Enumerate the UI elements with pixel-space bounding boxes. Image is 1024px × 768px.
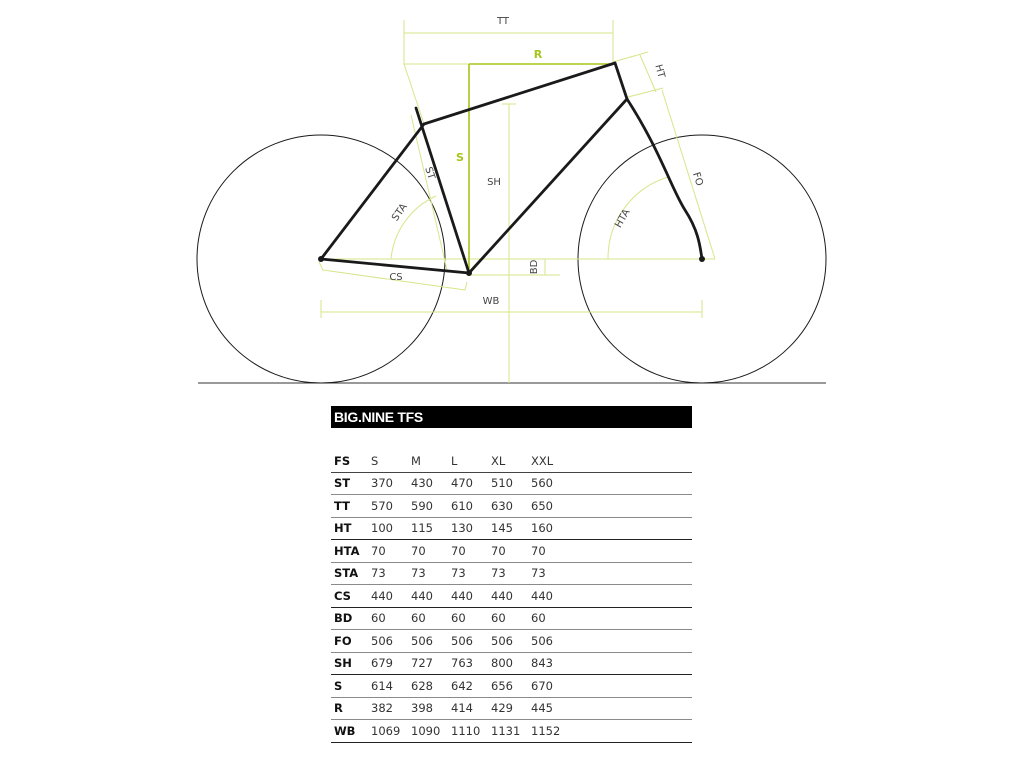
- value-cell: XXL: [531, 450, 571, 472]
- value-cell: 506: [451, 630, 491, 653]
- row-header-cell: TT: [331, 495, 371, 518]
- row-header-cell: BD: [331, 607, 371, 630]
- value-cell: 610: [451, 495, 491, 518]
- row-filler: [571, 697, 692, 720]
- value-cell: 414: [451, 697, 491, 720]
- label-tt: TT: [496, 16, 510, 27]
- value-cell: 727: [411, 652, 451, 675]
- value-cell: M: [411, 450, 451, 472]
- label-r: R: [533, 48, 543, 61]
- reach-stack-lines: [469, 64, 613, 273]
- value-cell: 506: [491, 630, 531, 653]
- bike-frame: [321, 63, 702, 273]
- top-tube: [424, 63, 615, 124]
- value-cell: 60: [531, 607, 571, 630]
- front-axle: [699, 256, 705, 262]
- table-row: [331, 562, 692, 585]
- value-cell: 370: [371, 472, 411, 495]
- label-wb: WB: [482, 296, 500, 307]
- bottom-bracket: [466, 270, 472, 276]
- table-body: [331, 450, 692, 742]
- value-cell: 440: [371, 585, 411, 608]
- value-cell: 130: [451, 517, 491, 540]
- value-cell: 60: [411, 607, 451, 630]
- value-cell: 445: [531, 697, 571, 720]
- label-ht: HT: [652, 63, 667, 80]
- value-cell: 73: [411, 562, 451, 585]
- label-s: S: [456, 151, 464, 164]
- value-cell: 800: [491, 652, 531, 675]
- row-filler: [571, 450, 692, 472]
- row-header-cell: STA: [331, 562, 371, 585]
- label-bd: BD: [529, 259, 540, 275]
- row-filler: [571, 472, 692, 495]
- value-cell: 630: [491, 495, 531, 518]
- value-cell: 506: [411, 630, 451, 653]
- value-cell: 70: [531, 540, 571, 563]
- chain-stay: [321, 259, 469, 273]
- row-header-cell: WB: [331, 720, 371, 743]
- value-cell: 440: [531, 585, 571, 608]
- row-filler: [571, 607, 692, 630]
- value-cell: 100: [371, 517, 411, 540]
- value-cell: 440: [411, 585, 451, 608]
- value-cell: 73: [531, 562, 571, 585]
- value-cell: 73: [451, 562, 491, 585]
- row-filler: [571, 495, 692, 518]
- value-cell: 1069: [371, 720, 411, 743]
- table-row: [331, 585, 692, 608]
- value-cell: 1110: [451, 720, 491, 743]
- value-cell: S: [371, 450, 411, 472]
- value-cell: 430: [411, 472, 451, 495]
- value-cell: 115: [411, 517, 451, 540]
- table-row: [331, 630, 692, 653]
- value-cell: 429: [491, 697, 531, 720]
- value-cell: 382: [371, 697, 411, 720]
- table-row: [331, 540, 692, 563]
- value-cell: 650: [531, 495, 571, 518]
- value-cell: 398: [411, 697, 451, 720]
- label-sta: STA: [390, 201, 410, 224]
- value-cell: 670: [531, 675, 571, 698]
- table-header-row: [331, 450, 692, 472]
- value-cell: 60: [371, 607, 411, 630]
- row-filler: [571, 630, 692, 653]
- value-cell: 73: [371, 562, 411, 585]
- value-cell: 614: [371, 675, 411, 698]
- value-cell: 70: [451, 540, 491, 563]
- label-st: ST: [422, 165, 437, 181]
- table-row: [331, 720, 692, 743]
- value-cell: 628: [411, 675, 451, 698]
- label-sh: SH: [487, 177, 501, 188]
- table-row: [331, 675, 692, 698]
- row-header-cell: SH: [331, 652, 371, 675]
- value-cell: 510: [491, 472, 531, 495]
- value-cell: 679: [371, 652, 411, 675]
- value-cell: 440: [451, 585, 491, 608]
- row-filler: [571, 675, 692, 698]
- geometry-table: [331, 406, 692, 743]
- head-tube: [615, 63, 627, 99]
- row-filler: [571, 652, 692, 675]
- value-cell: 60: [451, 607, 491, 630]
- value-cell: 160: [531, 517, 571, 540]
- value-cell: 70: [411, 540, 451, 563]
- value-cell: 440: [491, 585, 531, 608]
- value-cell: 1152: [531, 720, 571, 743]
- row-filler: [571, 585, 692, 608]
- row-header-cell: HTA: [331, 540, 371, 563]
- row-filler: [571, 540, 692, 563]
- table-row: [331, 495, 692, 518]
- label-cs: CS: [389, 272, 403, 283]
- table-row: [331, 472, 692, 495]
- table-row: [331, 607, 692, 630]
- label-fo: FO: [690, 171, 705, 188]
- value-cell: 560: [531, 472, 571, 495]
- row-filler: [571, 720, 692, 743]
- row-filler: [571, 562, 692, 585]
- value-cell: 506: [371, 630, 411, 653]
- seat-stay: [321, 124, 424, 259]
- value-cell: 590: [411, 495, 451, 518]
- value-cell: 656: [491, 675, 531, 698]
- row-header-cell: R: [331, 697, 371, 720]
- value-cell: 70: [371, 540, 411, 563]
- value-cell: 1090: [411, 720, 451, 743]
- value-cell: 470: [451, 472, 491, 495]
- value-cell: 60: [491, 607, 531, 630]
- row-header-cell: HT: [331, 517, 371, 540]
- table-row: [331, 652, 692, 675]
- row-header-cell: S: [331, 675, 371, 698]
- rear-axle: [318, 256, 324, 262]
- row-header-cell: CS: [331, 585, 371, 608]
- fork: [627, 99, 702, 259]
- row-header-cell: FS: [331, 450, 371, 472]
- value-cell: 763: [451, 652, 491, 675]
- table-title: BIG.NINE TFS: [331, 406, 692, 428]
- value-cell: 506: [531, 630, 571, 653]
- row-header-cell: FO: [331, 630, 371, 653]
- value-cell: 843: [531, 652, 571, 675]
- value-cell: 70: [491, 540, 531, 563]
- table-row: [331, 697, 692, 720]
- table-row: [331, 517, 692, 540]
- label-hta: HTA: [613, 207, 633, 231]
- value-cell: 1131: [491, 720, 531, 743]
- value-cell: L: [451, 450, 491, 472]
- geometry-table-grid: [331, 450, 692, 743]
- row-filler: [571, 517, 692, 540]
- value-cell: 73: [491, 562, 531, 585]
- value-cell: 570: [371, 495, 411, 518]
- value-cell: XL: [491, 450, 531, 472]
- value-cell: 642: [451, 675, 491, 698]
- row-header-cell: ST: [331, 472, 371, 495]
- value-cell: 145: [491, 517, 531, 540]
